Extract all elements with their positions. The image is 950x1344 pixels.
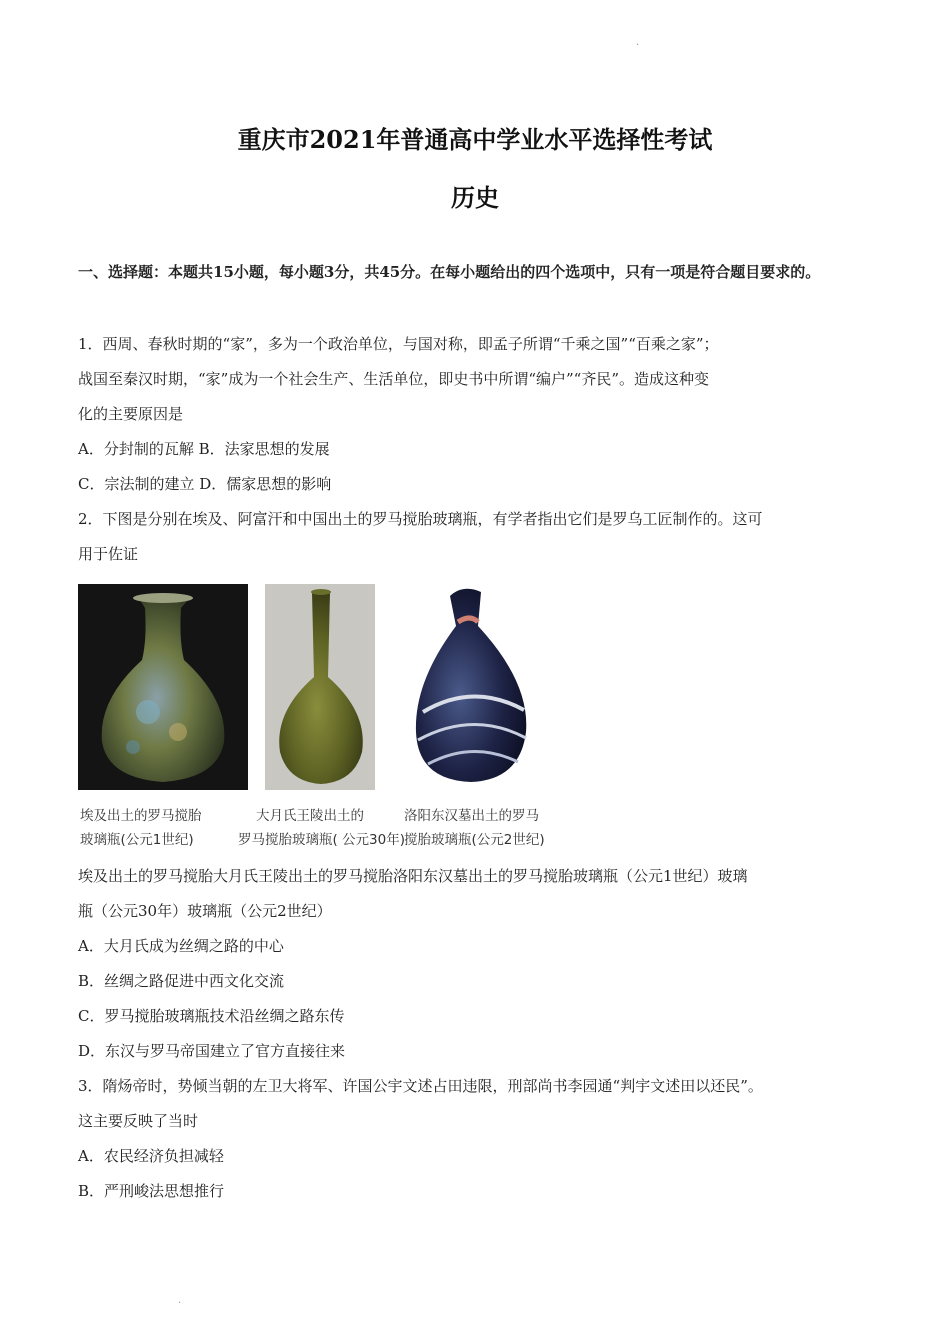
subject-title: 历史 bbox=[451, 183, 499, 212]
scan-dot: · bbox=[636, 40, 640, 51]
q2-stem-line2: 用于佐证 bbox=[78, 545, 139, 563]
caption-afghanistan-line1: 大月氏王陵出土的 bbox=[256, 808, 364, 824]
caption-egypt-line2: 玻璃瓶(公元1世纪) bbox=[80, 832, 194, 848]
iridescent-spot bbox=[126, 740, 140, 754]
q2-text-line2: 瓶（公元30年）玻璃瓶（公元2世纪） bbox=[78, 902, 332, 920]
iridescent-spot bbox=[136, 700, 160, 724]
q2-option-c: C．罗马搅胎玻璃瓶技术沿丝绸之路东传 bbox=[78, 1007, 345, 1025]
q1-options-cd: C．宗法制的建立 D．儒家思想的影响 bbox=[78, 475, 332, 493]
q3-option-b: B．严刑峻法思想推行 bbox=[78, 1182, 225, 1200]
q2-text-line1: 埃及出土的罗马搅胎大月氏王陵出土的罗马搅胎洛阳东汉墓出土的罗马搅胎玻璃瓶（公元1世纪）玻璃 bbox=[78, 867, 748, 885]
q1-stem-line3: 化的主要原因是 bbox=[78, 405, 184, 423]
caption-egypt bbox=[80, 804, 202, 852]
q2-option-b: B．丝绸之路促进中西文化交流 bbox=[78, 972, 285, 990]
q1-options-ab: A．分封制的瓦解 B．法家思想的发展 bbox=[78, 440, 330, 458]
q2-option-d: D．东汉与罗马帝国建立了官方直接往来 bbox=[78, 1042, 346, 1060]
caption-afghanistan-line2: 罗马搅胎玻璃瓶( 公元30年) bbox=[238, 832, 406, 848]
caption-egypt-line1: 埃及出土的罗马搅胎 bbox=[80, 808, 202, 824]
q2-stem-line1: 2．下图是分别在埃及、阿富汗和中国出土的罗马搅胎玻璃瓶，有学者指出它们是罗乌工匠制作的。这可 bbox=[78, 510, 763, 528]
scan-dot: · bbox=[178, 1298, 182, 1309]
caption-luoyang bbox=[404, 804, 545, 852]
q3-stem-line2: 这主要反映了当时 bbox=[78, 1112, 199, 1130]
exam-title: 重庆市2021年普通高中学业水平选择性考试 bbox=[237, 125, 713, 154]
caption-afghanistan bbox=[238, 804, 405, 852]
q3-stem-line1: 3．隋炀帝时，势倾当朝的左卫大将军、许国公宇文述占田违限，刑部尚书李园通“判宇文述田以还民”。 bbox=[78, 1077, 763, 1095]
q1-stem-line1: 1．西周、春秋时期的“家”，多为一个政治单位，与国对称，即孟子所谓“千乘之国”“百乘之家”； bbox=[78, 335, 719, 353]
bottle-afghanistan-rim bbox=[311, 589, 331, 595]
caption-luoyang-line2: 搅胎玻璃瓶(公元2世纪) bbox=[404, 832, 545, 848]
q1-stem-line2: 战国至秦汉时期，“家”成为一个社会生产、生活单位，即史书中所谓“编户”“齐民”。造成这种变 bbox=[78, 370, 710, 388]
bottle-egypt-rim bbox=[133, 593, 193, 603]
bottle-photos bbox=[78, 582, 638, 802]
q2-option-a: A．大月氏成为丝绸之路的中心 bbox=[78, 937, 284, 955]
q3-option-a: A．农民经济负担减轻 bbox=[78, 1147, 224, 1165]
caption-luoyang-line1: 洛阳东汉墓出土的罗马 bbox=[404, 808, 539, 824]
section-heading: 一、选择题：本题共15小题，每小题3分，共45分。在每小题给出的四个选项中，只有一项是符合题目要求的。 bbox=[78, 263, 821, 281]
glass-bottle-figure bbox=[78, 582, 638, 854]
iridescent-spot bbox=[169, 723, 187, 741]
